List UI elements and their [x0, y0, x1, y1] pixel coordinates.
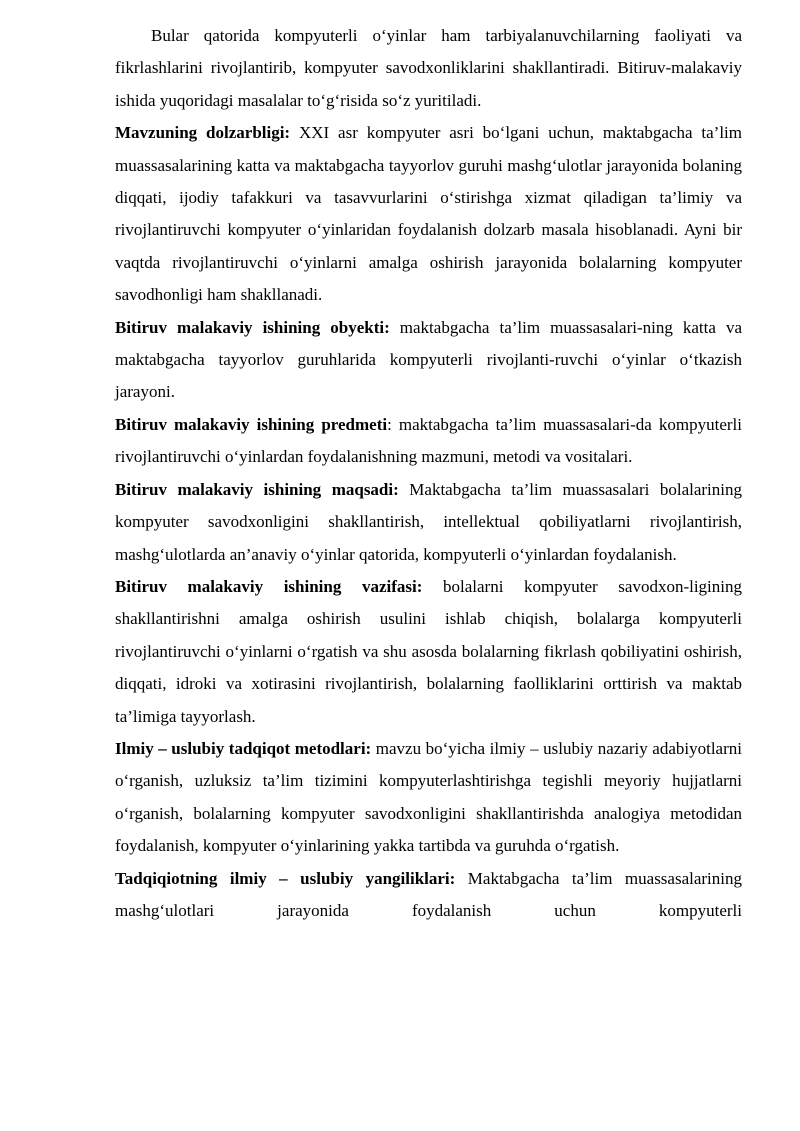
novelty-text: Maktabgacha ta’lim muassasalarining mashg‘ulotlari jarayonida foydalanish uchun kompyuterli — [115, 868, 743, 920]
relevance-text: XXI asr kompyuter asri bo‘lgani uchun, maktabgacha ta’lim muassasalarining katta va maktabgacha tayyorlov guruhi mashg‘ulotlar jarayonida bolaning diqqati, ijodiy tafakkuri va tasavvurlarini o‘stirishga xizmat qiladigan ta’limiy va rivojlantiruvchi kompyuter o‘yinlaridan foydalanish dolzarb masala hisoblanadi. Ayni bir vaqtda rivojlantiruvchi o‘yinlarni amalga oshirish jarayonida bolalarning kompyuter savodhonligi ham shakllanadi. — [115, 123, 742, 305]
relevance-paragraph — [115, 117, 742, 311]
novelty-paragraph — [115, 863, 742, 928]
subject-text: : maktabgacha ta’lim muassasalari-da kompyuterli rivojlantiruvchi o‘yinlardan foydalanishning mazmuni, metodi va vositalari. — [115, 414, 742, 467]
tasks-text: bolalarni kompyuter savodxon-ligining shakllantirishni amalga oshirish usulini ishlab chiqish, bolalarga kompyuterli rivojlantiruvchi o‘yinlarni o‘rgatish va shu asosda bolalarning fikrlash qobiliyatini oshirish, diqqati, idroki va xotirasini rivojlantirish, bolalarning faolliklarini orttirish va maktab ta’limiga tayyorlash. — [115, 576, 742, 726]
intro-text: Bular qatorida kompyuterli o‘yinlar ham tarbiyalanuvchilarning faoliyati va fikrlashlarini rivojlantirib, kompyuter savodxonliklarini shakllantiradi. Bitiruv-malakaviy ishida yuqoridagi masalalar to‘g‘risida so‘z yuritiladi. — [115, 26, 742, 110]
object-heading: Bitiruv malakaviy ishining obyekti: — [115, 317, 390, 337]
methods-paragraph — [115, 733, 742, 863]
intro-paragraph — [115, 20, 742, 117]
subject-paragraph — [115, 409, 742, 474]
document-page — [115, 20, 742, 927]
novelty-heading: Tadqiqiotning ilmiy – uslubiy yangiliklari: — [115, 868, 456, 888]
subject-heading: Bitiruv malakaviy ishining predmeti — [115, 414, 388, 434]
goal-paragraph — [115, 474, 742, 571]
methods-heading: Ilmiy – uslubiy tadqiqot metodlari: — [115, 738, 372, 758]
tasks-paragraph — [115, 571, 742, 733]
goal-heading: Bitiruv malakaviy ishining maqsadi: — [115, 479, 399, 499]
goal-text: Maktabgacha ta’lim muassasalari bolalarining kompyuter savodxonligini shakllantirish, intellektual qobiliyatlarni rivojlantirish, mashg‘ulotlarda an’anaviy o‘yinlar qatorida, kompyuterli o‘yinlardan foydalanish. — [115, 479, 743, 564]
object-text: maktabgacha ta’lim muassasalari-ning katta va maktabgacha tayyorlov guruhlarida kompyuterli rivojlanti-ruvchi o‘yinlar o‘tkazish jarayoni. — [115, 317, 742, 402]
object-paragraph — [115, 312, 742, 409]
relevance-heading: Mavzuning dolzarbligi: — [115, 123, 291, 143]
methods-text: mavzu bo‘yicha ilmiy – uslubiy nazariy adabiyotlarni o‘rganish, uzluksiz ta’lim tizimini kompyuterlashtirishga tegishli meyoriy hujjatlarni o‘rganish, bolalarning kompyuter savodxonligini shakllantirishda analogiya metodidan foydalanish, kompyuter o‘yinlarining yakka tartibda va guruhda o‘rgatish. — [115, 738, 742, 856]
tasks-heading: Bitiruv malakaviy ishining vazifasi: — [115, 576, 423, 596]
